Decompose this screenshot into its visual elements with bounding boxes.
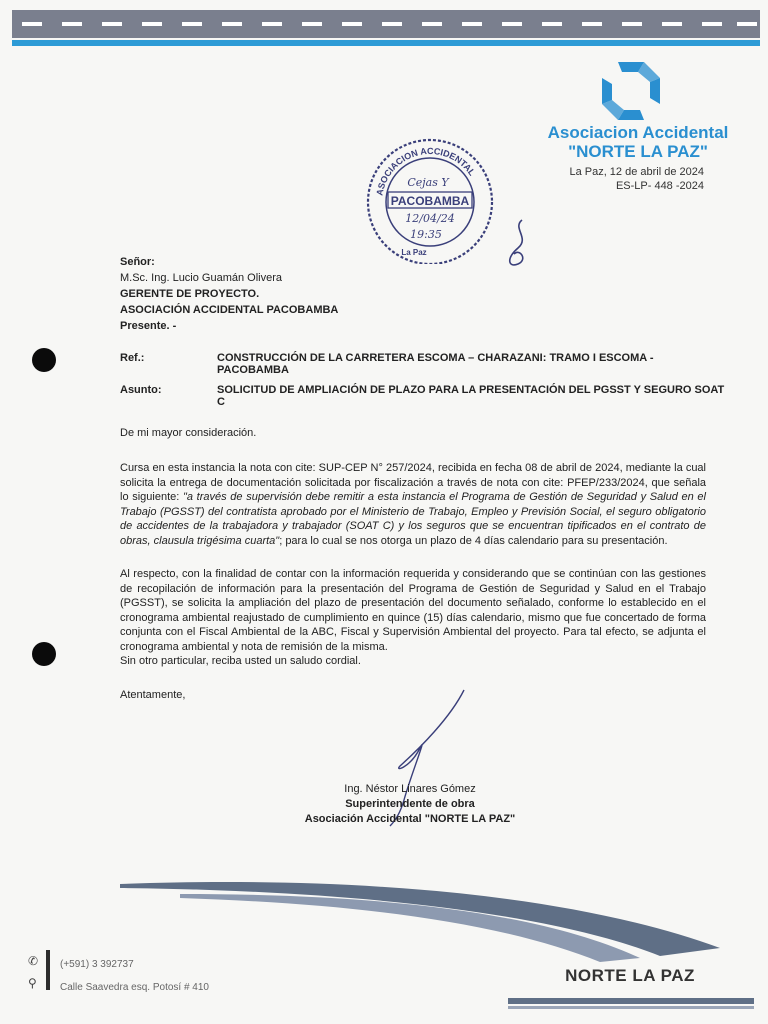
date-block (540, 165, 704, 193)
road-dash (662, 22, 682, 26)
signer-name: Ing. Néstor Linares Gómez (344, 783, 476, 795)
body-paragraph-2: Al respecto, con la finalidad de contar con la información requerida y considerando que se continúan con las gestiones de recopilación de información para la presentación del Programa de Gestión de Seguridad y Salud en el Trabajo (PGSST), se solicita la ampliación del plazo de presentación del documento señalado, conforme lo establecido en el cronograma ambiental reajustado de cumplimiento en quince (15) días calendario, mismo que fue concertado de forma conjunta con el Fiscal Ambiental de la ABC, Fiscal y Supervisión Ambiental del proyecto. Para tal efecto, se adjunta el cronograma ambiental y nota de remisión de la misma. (120, 568, 706, 653)
addressee-block (120, 254, 338, 334)
ref-text: CONSTRUCCIÓN DE LA CARRETERA ESCOMA – CHARAZANI: TRAMO I ESCOMA - PACOBAMBA (217, 352, 654, 376)
road-dash (502, 22, 522, 26)
signer-organization: Asociación Accidental "NORTE LA PAZ" (304, 813, 516, 825)
organization-name (520, 123, 756, 161)
footer-phone: (+591) 3 392737 (60, 959, 134, 970)
footer-line (508, 1006, 754, 1009)
stamp-arc-text: ASOCIACION ACCIDENTAL (374, 145, 478, 197)
punch-hole (32, 642, 56, 666)
location-pin-icon: ⚲ (28, 976, 37, 990)
closing: Sin otro particular, reciba usted un saludo cordial. (120, 655, 361, 667)
road-dash (222, 22, 242, 26)
stamp-handwritten-name: Cejas Y (407, 176, 449, 189)
company-logo-icon (598, 58, 664, 124)
footer-brand: NORTE LA PAZ (565, 966, 695, 985)
stamp-center-text: PACOBAMBA (390, 194, 470, 208)
p1-start: Cursa en esta instancia la nota con cite: SUP-CEP N° 257/2024, recibida en fecha 08 de abril de 2024, mediante la cual solicita la entrega de documentación solicitada por fiscalización a través de nota con cite: PFEP/233/2024, que señala lo siguiente: (120, 462, 706, 504)
p1-end: ; para lo cual se nos otorga un plazo de 4 días calendario para su presentación. (279, 534, 668, 547)
road-dash (62, 22, 82, 26)
road-dash (462, 22, 482, 26)
road-dash (702, 22, 722, 26)
ref-label: Ref.: (120, 352, 145, 364)
org-name-line2: "NORTE LA PAZ" (568, 142, 708, 161)
greeting: De mi mayor consideración. (120, 427, 257, 439)
subject-label: Asunto: (120, 384, 162, 396)
stamp-handwritten-date: 12/04/24 (405, 212, 455, 225)
footer-address: Calle Saavedra esq. Potosí # 410 (60, 982, 209, 993)
road-dash (342, 22, 362, 26)
addressee-position: GERENTE DE PROYECTO. (120, 288, 260, 300)
road-dash (622, 22, 642, 26)
footer-line (508, 998, 754, 1004)
addressee-organization: ASOCIACIÓN ACCIDENTAL PACOBAMBA (120, 304, 339, 316)
phone-icon: ✆ (28, 954, 39, 968)
road-dash (142, 22, 162, 26)
road-dash (302, 22, 322, 26)
road-dash (22, 22, 42, 26)
header-blue-stripe (12, 40, 760, 46)
p1-quote: "a través de supervisión debe remitir a esta instancia el Programa de Gestión de Seguridad y Salud en el Trabajo (PGSST) del contratista aprobado por el Ministerio de Trabajo, Empleo y Previsión Social, el seguro obligatorio de accidentes de la trabajadora y trabajador (SOAT C) y los seguros que se encuentran tipificados en el contrato de obras, clausula trigésima cuarta" (120, 491, 706, 547)
body-paragraph-1 (120, 461, 706, 549)
signer-block (300, 782, 520, 827)
road-dash (382, 22, 402, 26)
road-dash (582, 22, 602, 26)
punch-hole (32, 348, 56, 372)
footer-contact (60, 953, 209, 999)
addressee-name: M.Sc. Ing. Lucio Guamán Olivera (120, 272, 283, 284)
signer-title: Superintendente de obra (345, 798, 475, 810)
stamp-bottom-text: La Paz (401, 248, 427, 257)
road-dash (262, 22, 282, 26)
letter-cite: ES-LP- 448 -2024 (615, 180, 704, 192)
org-name-line1: Asociacion Accidental (547, 123, 729, 142)
receiver-signature (500, 218, 540, 270)
header-road-band (12, 10, 760, 38)
farewell: Atentamente, (120, 689, 186, 701)
stamp-handwritten-time: 19:35 (410, 228, 442, 241)
road-dash (542, 22, 562, 26)
subject-text: SOLICITUD DE AMPLIACIÓN DE PLAZO PARA LA PRESENTACIÓN DEL PGSST Y SEGURO SOAT C (217, 384, 725, 408)
road-dash (422, 22, 442, 26)
road-dash (737, 22, 757, 26)
footer-divider (46, 950, 50, 990)
reception-stamp (362, 134, 498, 264)
road-dash (102, 22, 122, 26)
road-dash (182, 22, 202, 26)
footer-road-swoosh (120, 878, 740, 968)
presente-line: Presente. - (120, 320, 177, 332)
footer-icons (28, 950, 38, 994)
letter-date: La Paz, 12 de abril de 2024 (569, 166, 704, 178)
salutation: Señor: (120, 256, 155, 268)
